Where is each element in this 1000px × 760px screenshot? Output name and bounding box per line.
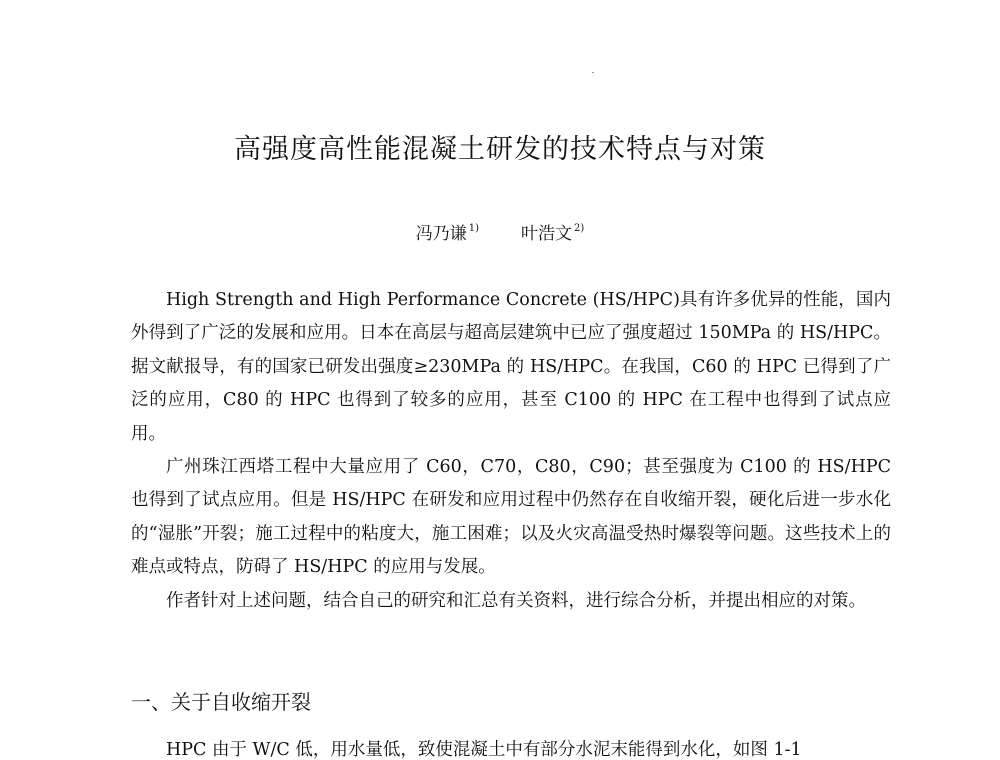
paper-title: 高强度高性能混凝土研发的技术特点与对策 xyxy=(234,134,766,165)
author-1-affiliation-mark: 1) xyxy=(468,223,479,234)
author-2-name: 叶浩文 xyxy=(521,224,572,244)
section-1-heading: 一、关于自收缩开裂 xyxy=(131,690,311,714)
intro-paragraph-1: High Strength and High Performance Concrete (HS/HPC)具有许多优异的性能，国内外得到了广泛的发展和应用。日本在高层与超高层建筑中已应了强度超过 150MPa 的 HS/HPC。据文献报导，有的国家已研发出强度≥230MPa 的 HS/HPC。在我国，C60 的 HPC 已得到了广泛的应用，C80 的 HPC 也得到了较多的应用，甚至 C100 的 HPC 在工程中也得到了试点应用。 xyxy=(131,290,891,444)
intro-paragraph-3: 作者针对上述问题，结合自己的研究和汇总有关资料，进行综合分析，并提出相应的对策。 xyxy=(166,590,866,611)
author-2 xyxy=(521,214,584,249)
author-1 xyxy=(416,214,479,249)
author-2-affiliation-mark: 2) xyxy=(574,223,585,234)
section-1-paragraph: HPC 由于 W/C 低，用水量低，致使混凝土中有部分水泥末能得到水化，如图 1-1 xyxy=(166,740,802,760)
author-line xyxy=(0,214,1000,249)
scan-speck xyxy=(592,72,594,73)
introduction xyxy=(131,284,891,618)
author-1-name: 冯乃谦 xyxy=(415,224,467,244)
intro-paragraph-2: 广州珠江西塔工程中大量应用了 C60，C70，C80，C90；甚至强度为 C100 的 HS/HPC 也得到了试点应用。但是 HS/HPC 在研发和应用过程中仍然存在自收缩开裂，硬化后进一步水化的“湿胀”开裂；施工过程中的粘度大，施工困难；以及火灾高温受热时爆裂等问题。这些技术上的难点或特点，防碍了 HS/HPC 的应用与发展。 xyxy=(131,457,891,578)
